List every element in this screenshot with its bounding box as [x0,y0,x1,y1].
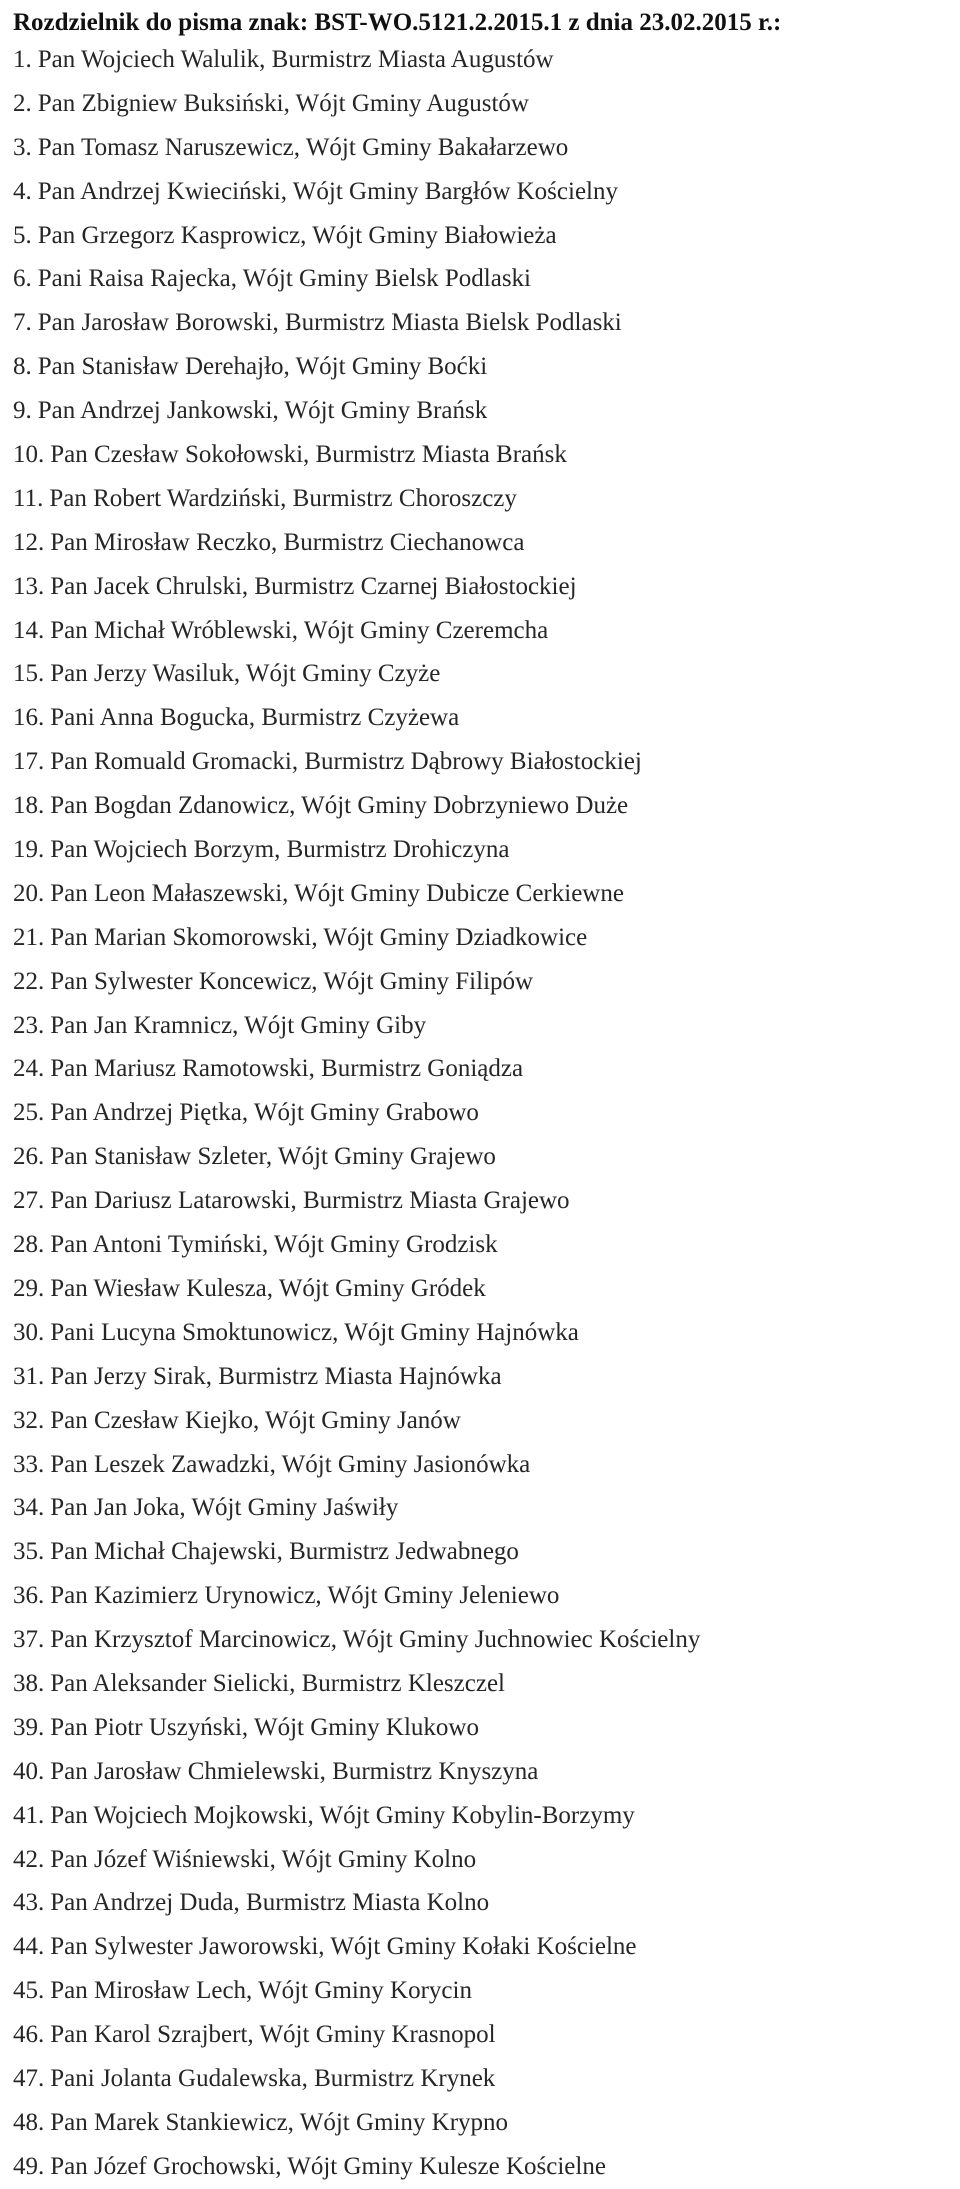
recipient-item [13,1179,960,1223]
recipient-item [13,960,960,1004]
recipient-name: Pan Mirosław Lech, Wójt Gminy Korycin [50,1977,472,2005]
recipient-name: Pan Andrzej Jankowski, Wójt Gminy Brańsk [37,397,488,425]
recipient-number: 12. [13,528,45,556]
recipient-name: Pan Leon Małaszewski, Wójt Gminy Dubicze Cerkiewne [50,879,624,907]
recipient-item [13,1047,960,1091]
recipient-number: 14. [13,616,45,644]
recipient-name: Pan Wojciech Walulik, Burmistrz Miasta Augustów [37,46,554,73]
recipient-item [13,609,960,653]
recipient-name: Pan Wiesław Kulesza, Wójt Gminy Gródek [50,1274,486,1302]
recipient-name: Pan Tomasz Naruszewicz, Wójt Gminy Bakałarzewo [37,133,569,161]
recipient-number: 6. [13,265,32,293]
recipient-item [13,389,960,433]
recipient-name: Pan Stanisław Derehajło, Wójt Gminy Boćki [37,353,488,381]
recipient-number: 2. [13,89,32,117]
recipient-item [13,521,960,565]
recipient-number: 22. [13,967,45,995]
recipient-number: 30. [13,1318,45,1346]
recipient-name: Pani Anna Bogucka, Burmistrz Czyżewa [50,704,460,732]
recipient-number: 38. [13,1669,45,1697]
recipient-item [13,1618,960,1662]
recipient-item [13,2013,960,2057]
recipient-number: 47. [13,2064,45,2092]
recipient-name: Pan Robert Wardziński, Burmistrz Choroszczy [49,484,517,512]
recipient-item [13,1091,960,1135]
recipient-name: Pan Andrzej Piętka, Wójt Gminy Grabowo [50,1099,479,1127]
recipient-item [13,1574,960,1618]
recipient-item [13,696,960,740]
recipient-item [13,1486,960,1530]
recipient-number: 26. [13,1143,45,1171]
recipient-name: Pan Marian Skomorowski, Wójt Gminy Dziadkowice [50,923,588,951]
recipient-item [13,257,960,301]
recipient-number: 46. [13,2021,45,2049]
recipient-name: Pan Andrzej Kwieciński, Wójt Gminy Bargłów Kościelny [37,177,618,205]
recipient-name: Pani Jolanta Gudalewska, Burmistrz Krynek [50,2064,496,2092]
recipient-number: 34. [13,1494,45,1522]
recipient-item [13,652,960,696]
recipient-item [13,433,960,477]
recipient-name: Pan Karol Szrajbert, Wójt Gminy Krasnopol [50,2021,496,2049]
recipient-number: 42. [13,1845,45,1873]
recipient-number: 36. [13,1582,45,1610]
recipient-item [13,2057,960,2101]
recipient-item [13,126,960,170]
recipient-number: 48. [13,2108,45,2136]
recipient-number: 35. [13,1538,45,1566]
recipient-number: 23. [13,1011,45,1039]
recipient-item [13,301,960,345]
recipient-name: Pan Antoni Tymiński, Wójt Gminy Grodzisk [50,1231,498,1259]
recipient-item [13,345,960,389]
recipient-name: Pan Wojciech Borzym, Burmistrz Drohiczyna [50,836,510,864]
recipient-item [13,1706,960,1750]
recipient-number: 31. [13,1362,45,1390]
recipient-name: Pan Sylwester Jaworowski, Wójt Gminy Kołaki Kościelne [50,1933,637,1961]
recipient-number: 7. [13,309,32,337]
recipient-number: 5. [13,221,32,249]
recipient-number: 4. [13,177,32,205]
recipient-name: Pani Raisa Rajecka, Wójt Gminy Bielsk Podlaski [37,265,531,293]
recipient-item [13,1223,960,1267]
recipient-number: 39. [13,1713,45,1741]
recipient-item [13,1004,960,1048]
recipient-name: Pan Jerzy Wasiluk, Wójt Gminy Czyże [50,660,441,688]
recipient-number: 15. [13,660,45,688]
recipient-name: Pan Mariusz Ramotowski, Burmistrz Goniądza [50,1055,524,1083]
recipient-name: Pan Piotr Uszyński, Wójt Gminy Klukowo [50,1713,479,1741]
recipient-number: 40. [13,1757,45,1785]
recipient-name: Pan Dariusz Latarowski, Burmistrz Miasta Grajewo [50,1187,570,1215]
recipient-item [13,1311,960,1355]
recipient-item [13,82,960,126]
recipient-name: Pan Jarosław Chmielewski, Burmistrz Knyszyna [50,1757,539,1785]
recipient-number: 32. [13,1406,45,1434]
recipient-number: 13. [13,572,45,600]
recipient-item [13,214,960,258]
recipient-number: 37. [13,1626,45,1654]
recipient-number: 10. [13,441,45,469]
recipient-item [13,828,960,872]
recipient-number: 3. [13,133,32,161]
recipient-number: 27. [13,1187,45,1215]
recipient-number: 45. [13,1977,45,2005]
recipient-name: Pan Krzysztof Marcinowicz, Wójt Gminy Juchnowiec Kościelny [50,1626,701,1654]
recipient-item [13,1355,960,1399]
recipient-name: Pan Andrzej Duda, Burmistrz Miasta Kolno [50,1889,490,1917]
distribution-heading: Rozdzielnik do pisma znak: BST-WO.5121.2.2015.1 z dnia 23.02.2015 r.: [13,9,782,36]
recipient-name: Pan Michał Wróblewski, Wójt Gminy Czeremcha [50,616,549,644]
recipient-item [13,1530,960,1574]
recipient-item [13,784,960,828]
recipient-number: 18. [13,792,45,820]
recipient-number: 8. [13,353,32,381]
recipient-name: Pan Michał Chajewski, Burmistrz Jedwabnego [50,1538,519,1566]
recipient-name: Pan Mirosław Reczko, Burmistrz Ciechanowca [50,528,525,556]
recipient-item [13,170,960,214]
recipient-name: Pan Kazimierz Urynowicz, Wójt Gminy Jeleniewo [50,1582,560,1610]
recipient-number: 33. [13,1450,45,1478]
recipient-name: Pan Jacek Chrulski, Burmistrz Czarnej Białostockiej [50,572,577,600]
recipient-name: Pan Marek Stankiewicz, Wójt Gminy Krypno [50,2108,509,2136]
recipient-item [13,740,960,784]
recipient-number: 11. [13,484,44,512]
recipient-number: 44. [13,1933,45,1961]
recipient-list [13,38,960,2189]
recipient-item [13,38,960,82]
recipient-item [13,2145,960,2189]
recipient-item [13,1838,960,1882]
recipient-item [13,1881,960,1925]
recipient-item [13,872,960,916]
recipient-item [13,1443,960,1487]
recipient-number: 16. [13,704,45,732]
recipient-number: 43. [13,1889,45,1917]
recipient-item [13,1794,960,1838]
recipient-item [13,1135,960,1179]
recipient-item [13,565,960,609]
recipient-number: 25. [13,1099,45,1127]
recipient-name: Pan Czesław Sokołowski, Burmistrz Miasta Brańsk [50,441,567,469]
recipient-number: 17. [13,748,45,776]
recipient-item [13,477,960,521]
recipient-name: Pan Bogdan Zdanowicz, Wójt Gminy Dobrzyniewo Duże [50,792,629,820]
recipient-name: Pan Wojciech Mojkowski, Wójt Gminy Kobylin-Borzymy [50,1801,635,1829]
recipient-number: 21. [13,923,45,951]
recipient-item [13,916,960,960]
recipient-number: 41. [13,1801,45,1829]
recipient-name: Pan Jarosław Borowski, Burmistrz Miasta Bielsk Podlaski [37,309,622,337]
recipient-number: 20. [13,879,45,907]
recipient-name: Pani Lucyna Smoktunowicz, Wójt Gminy Hajnówka [50,1318,579,1346]
recipient-name: Pan Grzegorz Kasprowicz, Wójt Gminy Białowieża [37,221,557,249]
recipient-number: 24. [13,1055,45,1083]
recipient-number: 29. [13,1274,45,1302]
recipient-name: Pan Romuald Gromacki, Burmistrz Dąbrowy Białostockiej [50,748,642,776]
recipient-name: Pan Aleksander Sielicki, Burmistrz Kleszczel [50,1669,505,1697]
recipient-name: Pan Zbigniew Buksiński, Wójt Gminy Augustów [37,89,529,117]
recipient-name: Pan Sylwester Koncewicz, Wójt Gminy Filipów [50,967,534,995]
recipient-name: Pan Józef Grochowski, Wójt Gminy Kulesze Kościelne [50,2152,606,2180]
recipient-name: Pan Jan Joka, Wójt Gminy Jaświły [50,1494,399,1522]
recipient-item [13,1750,960,1794]
recipient-item [13,1969,960,2013]
recipient-number: 9. [13,397,32,425]
recipient-name: Pan Jerzy Sirak, Burmistrz Miasta Hajnówka [50,1362,502,1390]
recipient-name: Pan Jan Kramnicz, Wójt Gminy Giby [50,1011,427,1039]
recipient-number: 49. [13,2152,45,2180]
recipient-number: 19. [13,836,45,864]
recipient-item [13,1662,960,1706]
recipient-name: Pan Czesław Kiejko, Wójt Gminy Janów [50,1406,461,1434]
recipient-item [13,1267,960,1311]
recipient-item [13,1925,960,1969]
recipient-name: Pan Józef Wiśniewski, Wójt Gminy Kolno [50,1845,477,1873]
recipient-name: Pan Stanisław Szleter, Wójt Gminy Grajewo [50,1143,496,1171]
recipient-number: 28. [13,1231,45,1259]
recipient-number: 1. [13,46,32,73]
recipient-item [13,2101,960,2145]
recipient-item [13,1399,960,1443]
recipient-name: Pan Leszek Zawadzki, Wójt Gminy Jasionówka [50,1450,531,1478]
